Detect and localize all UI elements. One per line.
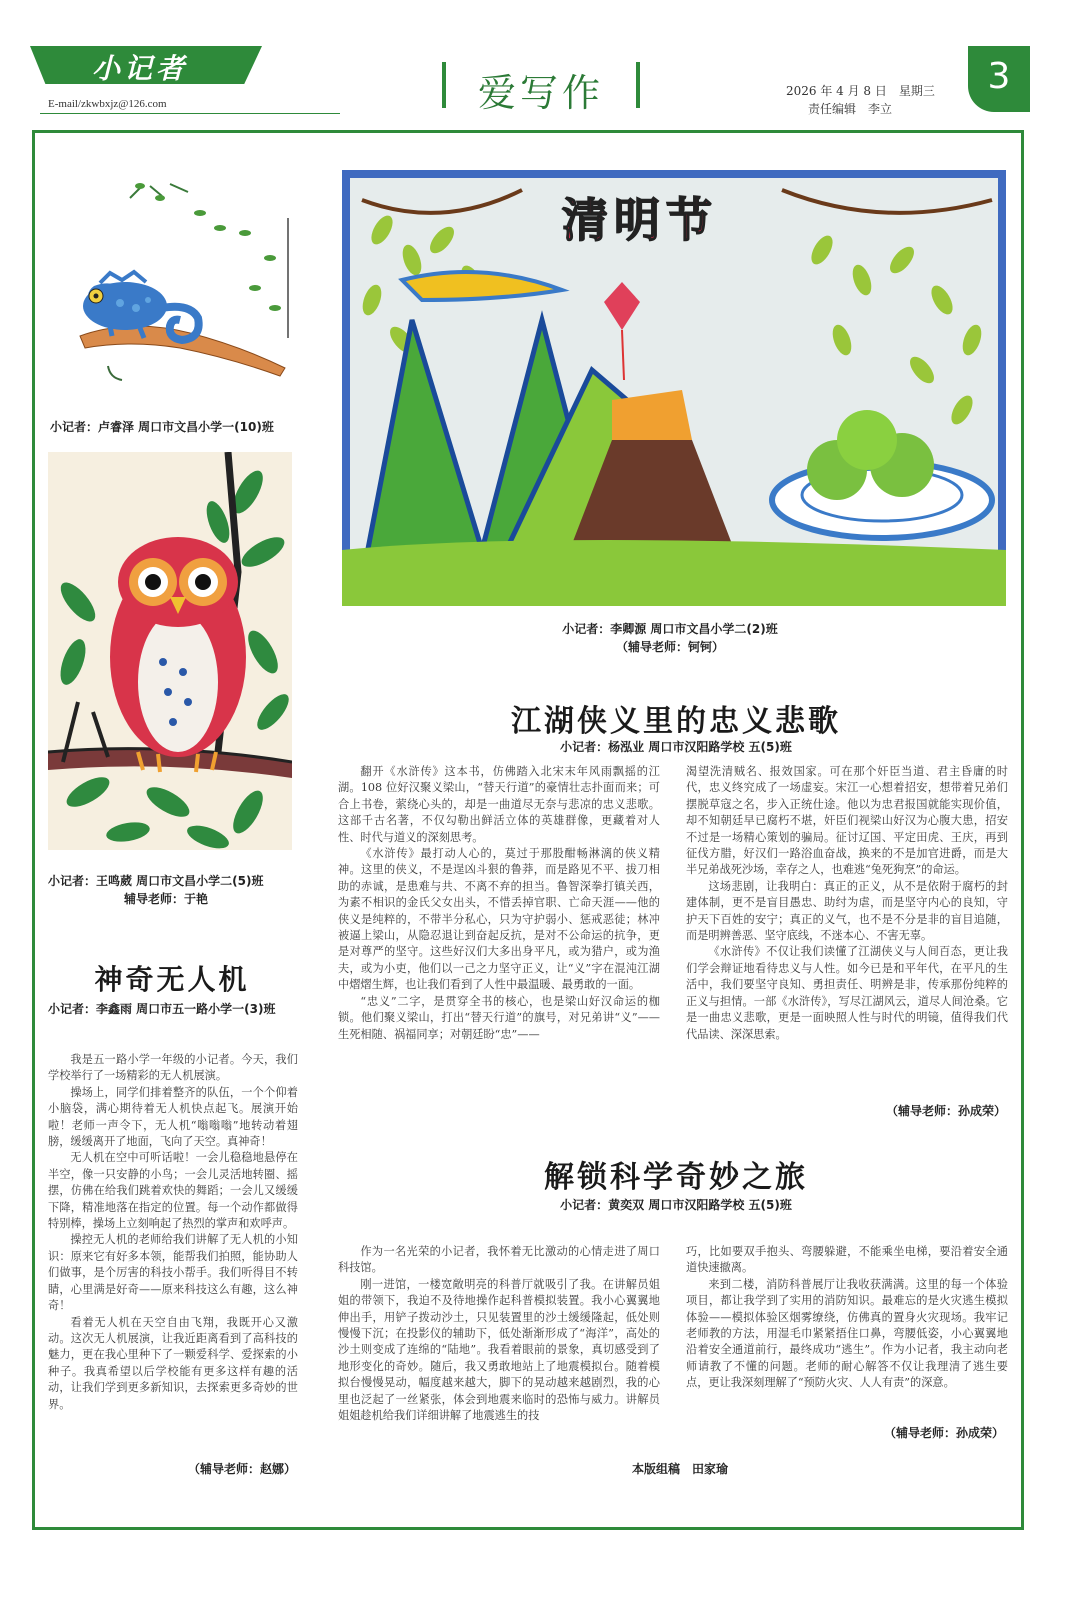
qingming-caption-line1: 小记者：李卿源 周口市文昌小学二(2)班 <box>562 622 778 636</box>
masthead-underline <box>40 113 340 114</box>
science-title: 解锁科学奇妙之旅 <box>544 1160 808 1195</box>
paragraph: 操控无人机的老师给我们讲解了无人机的小知识：原来它有好多本领，能帮我们拍照，能协助人们做事，是个厉害的科技小帮手。我们听得目不转睛，心里满是好奇——原来科技这么有趣，这么神奇！ <box>48 1233 298 1313</box>
qingming-drawing-title: 清明节 <box>562 193 718 247</box>
section-bar-right <box>636 62 640 108</box>
drone-title: 神奇无人机 <box>94 963 250 996</box>
paragraph: 刚一进馆，一楼宽敞明亮的科普厅就吸引了我。在讲解员姐姐的带领下，我迫不及待地操作起科普模拟装置。我小心翼翼地伸出手，用铲子拨动沙土，只见装置里的沙土缓缓隆起，低处则慢慢下沉；在投影仪的辅助下，低处渐渐形成了“海洋”，高处的沙土则变成了连绵的“陆地”。我看着眼前的景象，真切感受到了地形变化的奇妙。随后，我又勇敢地站上了地震模拟台。随着模拟台慢慢晃动，幅度越来越大，脚下的晃动越来越剧烈，我的心里也泛起了一丝紧张，体会到地震来临时的恐怖与威力。讲解员姐姐趁机给我们详细讲解了地震逃生的技 <box>338 1277 660 1423</box>
qingming-drawing <box>342 170 1006 606</box>
column-name: 小记者 <box>92 52 189 85</box>
paragraph: 操场上，同学们排着整齐的队伍，一个个仰着小脑袋，满心期待着无人机快点起飞。展演开始啦！老师一声令下，无人机“嗡嗡嗡”地转动着翅膀，缓缓离开了地面，飞向了天空。真神奇！ <box>48 1085 298 1149</box>
jianghu-byline: 小记者：杨泓业 周口市汉阳路学校 五(5)班 <box>560 740 792 754</box>
section-title: 爱写作 <box>477 71 604 115</box>
paragraph: 无人机在空中可听话啦！一会儿稳稳地悬停在半空，像一只安静的小鸟；一会儿灵活地转圈、摇摆，仿佛在给我们跳着欢快的舞蹈；一会儿又缓缓下降，精准地落在指定的位置。每一个动作都做得特别棒，操场上立刻响起了热烈的掌声和欢呼声。 <box>48 1151 298 1231</box>
chameleon-drawing <box>70 168 298 400</box>
science-tutor: （辅导老师：孙成荣） <box>883 1426 1004 1440</box>
science-column-1 <box>338 1244 660 1444</box>
paragraph: “忠义”二字，是贯穿全书的核心，也是梁山好汉命运的枷锁。他们聚义梁山，打出“替天行道”的旗号，对兄弟讲“义”——生死相随、祸福同享；对朝廷盼“忠”—— <box>338 994 660 1041</box>
science-column-2 <box>686 1244 1008 1416</box>
owl-drawing <box>48 452 292 850</box>
page-credit: 本版组稿 田家瑜 <box>631 1462 728 1476</box>
chameleon-caption: 小记者：卢睿泽 周口市文昌小学一(10)班 <box>50 420 274 434</box>
drone-body <box>48 1052 298 1456</box>
paragraph: 巧，比如要双手抱头、弯腰躲避，不能乘坐电梯，要沿着安全通道快速撤离。 <box>686 1245 1008 1275</box>
paragraph: 作为一名光荣的小记者，我怀着无比激动的心情走进了周口科技馆。 <box>338 1245 660 1275</box>
owl-caption-line1: 小记者：王鸣葳 周口市文昌小学二(5)班 <box>48 874 264 888</box>
jianghu-tutor: （辅导老师：孙成荣） <box>885 1104 1006 1118</box>
drone-byline: 小记者：李鑫雨 周口市五一路小学一(3)班 <box>48 1002 276 1016</box>
jianghu-column-2 <box>686 764 1008 1102</box>
paragraph: 看着无人机在天空自由飞翔，我既开心又激动。这次无人机展演，让我近距离看到了高科技的魅力，更在我心里种下了一颗爱科学、爱探索的小种子。我真希望以后学校能有更多这样有趣的活动，让我们学到更多新知识，去探索更多奇妙的世界。 <box>48 1315 298 1411</box>
paragraph: 翻开《水浒传》这本书，仿佛踏入北宋末年风雨飘摇的江湖。108 位好汉聚义梁山，“替天行道”的豪情壮志扑面而来；可合上书卷，萦绕心头的，却是一曲道尽无奈与悲凉的忠义悲歌。这部千古名著，不仅勾勒出鲜活立体的英雄群像，更藏着对人性、时代与道义的深刻思考。 <box>338 765 660 844</box>
editor-credit: 责任编辑 李立 <box>808 102 893 116</box>
paragraph: 这场悲剧，让我明白：真正的正义，从不是依附于腐朽的封建体制，更不是盲目愚忠、助纣为虐，而是坚守内心的良知，守护天下百姓的安宁；真正的义气，也不是不分是非的盲目追随，而是明辨善恶、坚守底线，不迷本心、不害无辜。 <box>686 879 1008 943</box>
email-link[interactable]: E-mail/zkwbxjz@126.com <box>48 98 167 110</box>
paragraph: 《水浒传》最打动人心的，莫过于那股酣畅淋漓的侠义精神。这里的侠义，不是逞凶斗狠的鲁莽，而是路见不平、拔刀相助的赤诚，是患难与共、不离不弃的担当。鲁智深拳打镇关西，为素不相识的金氏父女出头，不惜丢掉官职、亡命天涯——他的侠义是纯粹的，不带半分私心，只为守护弱小、惩戒恶徒；林冲被逼上梁山，从隐忍退让到奋起反抗，是对不公命运的抗争，更是对尊严的坚守。这些好汉们大多出身平凡，或为猎户，或为渔夫，或为小吏，他们以一己之力坚守正义，让“义”字在混沌江湖中熠熠生辉，也让我们看到了人性中最温暖、最勇敢的一面。 <box>338 847 660 992</box>
science-byline: 小记者：黄奕双 周口市汉阳路学校 五(5)班 <box>560 1198 792 1212</box>
owl-caption-line2: 辅导老师：于艳 <box>124 892 209 906</box>
paragraph: 来到二楼，消防科普展厅让我收获满满。这里的每一个体验项目，都让我学到了实用的消防知识。最难忘的是火灾逃生模拟体验——模拟体验区烟雾缭绕，仿佛真的置身火灾现场。我牢记老师教的方法，用湿毛巾紧紧捂住口鼻，弯腰低姿，小心翼翼地沿着安全通道前行，最终成功“逃生”。作为小记者，我主动向老师请教了不懂的问题。老师的耐心解答不仅让我理清了逃生要点，更让我深刻理解了“预防火灾、人人有责”的深意。 <box>686 1277 1008 1390</box>
qingming-caption-line2: （辅导老师：钶钶） <box>615 640 724 654</box>
jianghu-column-1 <box>338 764 660 1106</box>
paragraph: 我是五一路小学一年级的小记者。今天，我们学校举行了一场精彩的无人机展演。 <box>48 1053 298 1083</box>
jianghu-title: 江湖侠义里的忠义悲歌 <box>511 704 841 739</box>
drone-tutor: （辅导老师：赵娜） <box>187 1462 296 1476</box>
paragraph: 《水浒传》不仅让我们读懂了江湖侠义与人间百态，更让我们学会辩证地看待忠义与人性。如今已是和平年代，在平凡的生活中，我们要坚守良知、勇担责任、明辨是非，传承那份纯粹的正义与担情。一部《水浒传》，写尽江湖风云，道尽人间沧桑。它是一曲忠义悲歌，更是一面映照人性与时代的明镜，值得我们代代品读、深深思索。 <box>686 945 1008 1041</box>
page-number: 3 <box>968 46 1030 112</box>
issue-date: 2026 年 4 月 8 日 星期三 <box>786 84 935 98</box>
paragraph: 渴望洗清贼名、报效国家。可在那个奸臣当道、君主昏庸的时代，忠义终究成了一场虚妄。宋江一心想着招安，想带着兄弟们摆脱草寇之名，步入正统仕途。他以为忠君报国就能实现价值，却不知朝廷早已腐朽不堪，奸臣们视梁山好汉为心腹大患，招安不过是一场精心策划的骗局。征讨辽国、平定田虎、王庆，再到征伐方腊，好汉们一路浴血奋战，换来的不是加官进爵，而是大半兄弟战死沙场，幸存之人，也难逃“兔死狗烹”的命运。 <box>686 765 1008 877</box>
